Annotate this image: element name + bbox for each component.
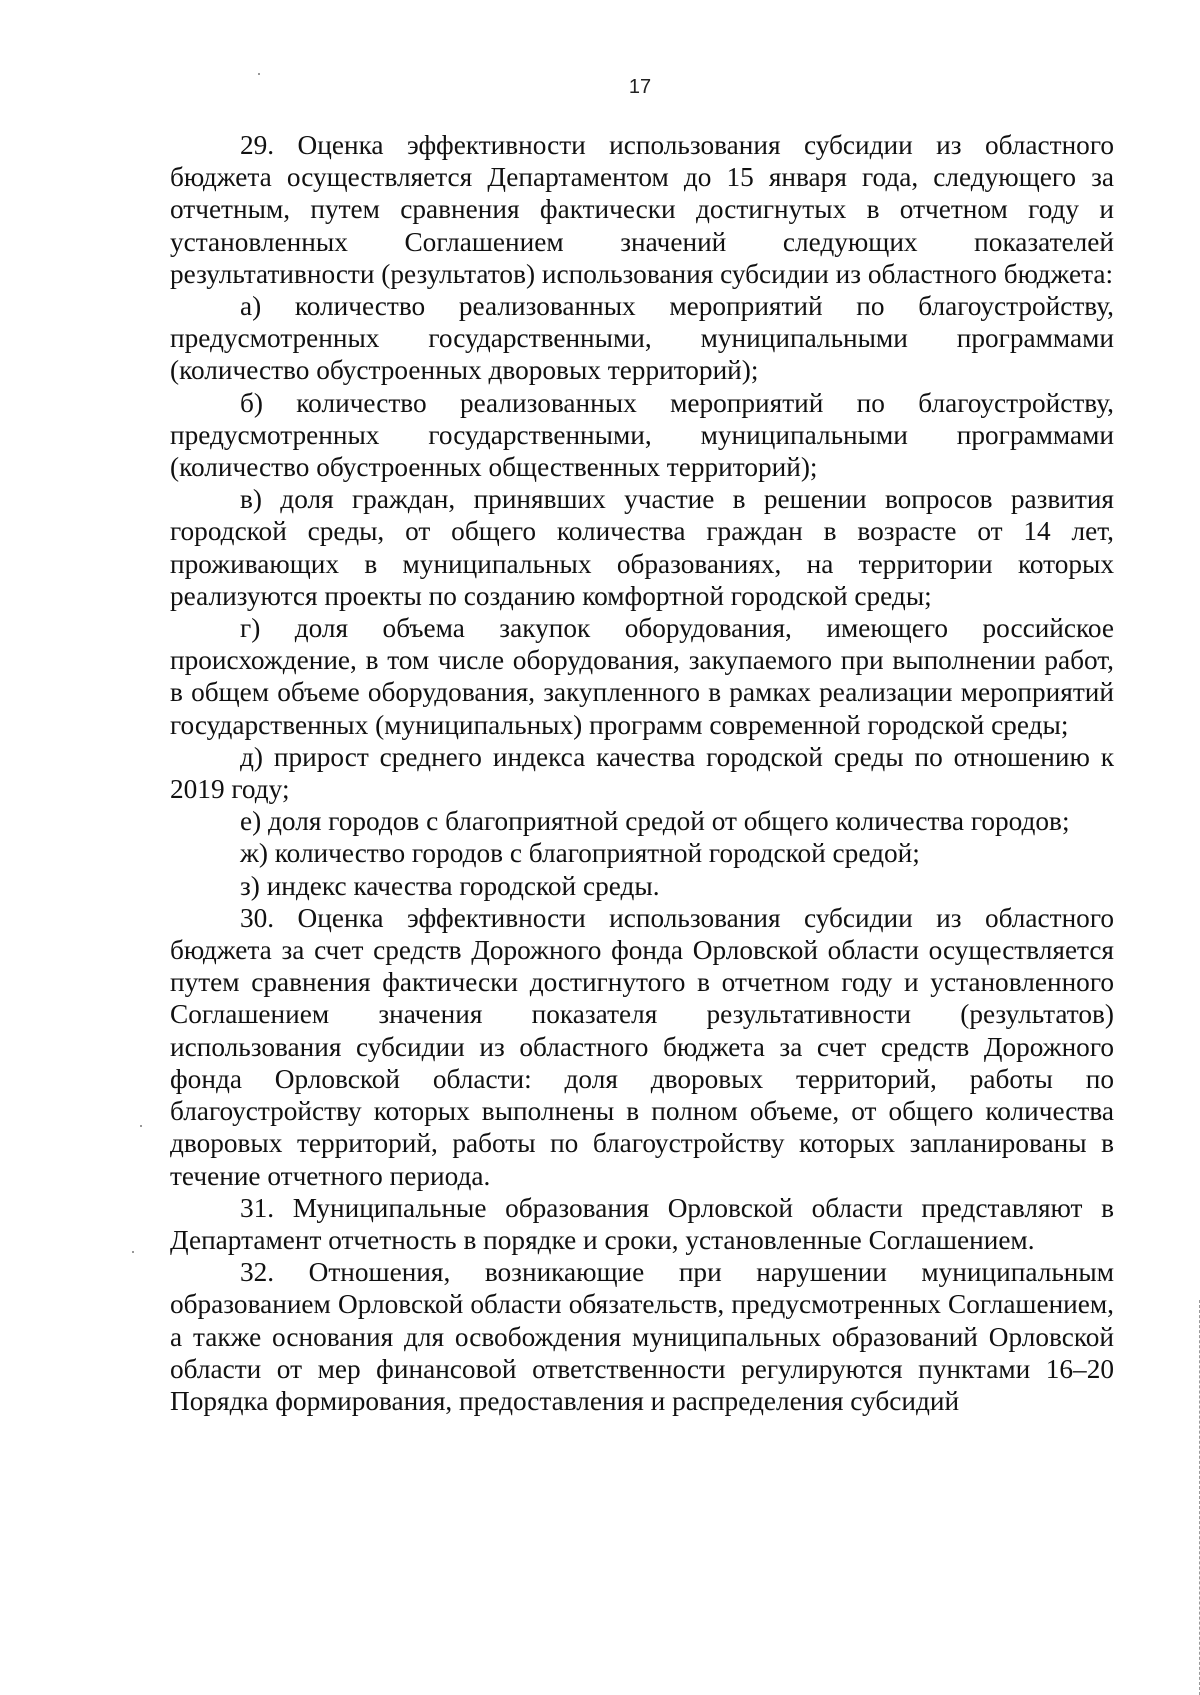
paragraph-item-b: б) количество реализованных мероприятий по благоустройству, предусмотренных государственными, муниципальными программами (количество обустроенных общественных территорий); xyxy=(170,387,1114,483)
paragraph-item-z: з) индекс качества городской среды. xyxy=(240,870,660,901)
paragraph-item-zh: ж) количество городов с благоприятной городской средой; xyxy=(240,838,920,869)
scan-speck xyxy=(258,73,260,75)
paragraph-31: 31. Муниципальные образования Орловской области представляют в Департамент отчетность в порядке и сроки, установленные Соглашением. xyxy=(170,1192,1114,1255)
paragraph-item-g: г) доля объема закупок оборудования, имеющего российское происхождение, в том числе оборудования, закупаемого при выполнении работ, в общем объеме оборудования, закупленного в рамках реализации мероприятий государственных (муниципальных) программ современной городской среды; xyxy=(170,613,1114,740)
document-body xyxy=(170,129,1114,1417)
paragraph-item-e: е) доля городов с благоприятной средой от общего количества городов; xyxy=(240,806,1070,837)
paragraph-item-d: д) прирост среднего индекса качества городской среды по отношению к 2019 году; xyxy=(170,741,1114,805)
paragraph-30: 30. Оценка эффективности использования субсидии из областного бюджета за счет средств Дорожного фонда Орловской области осуществляется путем сравнения фактически достигнутого в отчетном году и установленного Соглашением значения показателя результативности (результатов) использования субсидии из областного бюджета за счет средств Дорожного фонда Орловской области: доля дворовых территорий, работы по благоустройству которых выполнены в полном объеме, от общего количества дворовых территорий, работы по благоустройству которых запланированы в течение отчетного периода. xyxy=(170,902,1114,1191)
paragraph-29: 29. Оценка эффективности использования субсидии из областного бюджета осуществляется Департаментом до 15 января года, следующего за отчетным, путем сравнения фактически достигнутых в отчетном году и установленных Соглашением значений следующих показателей результативности (результатов) использования субсидии из областного бюджета: xyxy=(170,130,1114,289)
scan-speck xyxy=(132,1251,134,1253)
paragraph-32: 32. Отношения, возникающие при нарушении муниципальным образованием Орловской области обязательств, предусмотренных Соглашением, а также основания для освобождения муниципальных образований Орловской области от мер финансовой ответственности регулируются пунктами 16–20 Порядка формирования, предоставления и распределения субсидий xyxy=(170,1257,1114,1416)
page-number: 17 xyxy=(628,76,652,98)
scan-speck xyxy=(140,1125,142,1127)
paragraph-item-v: в) доля граждан, принявших участие в решении вопросов развития городской среды, от общего количества граждан в возрасте от 14 лет, проживающих в муниципальных образованиях, на территории которых реализуются проекты по созданию комфортной городской среды; xyxy=(170,484,1114,611)
paragraph-item-a: а) количество реализованных мероприятий по благоустройству, предусмотренных государственными, муниципальными программами (количество обустроенных дворовых территорий); xyxy=(170,291,1114,386)
